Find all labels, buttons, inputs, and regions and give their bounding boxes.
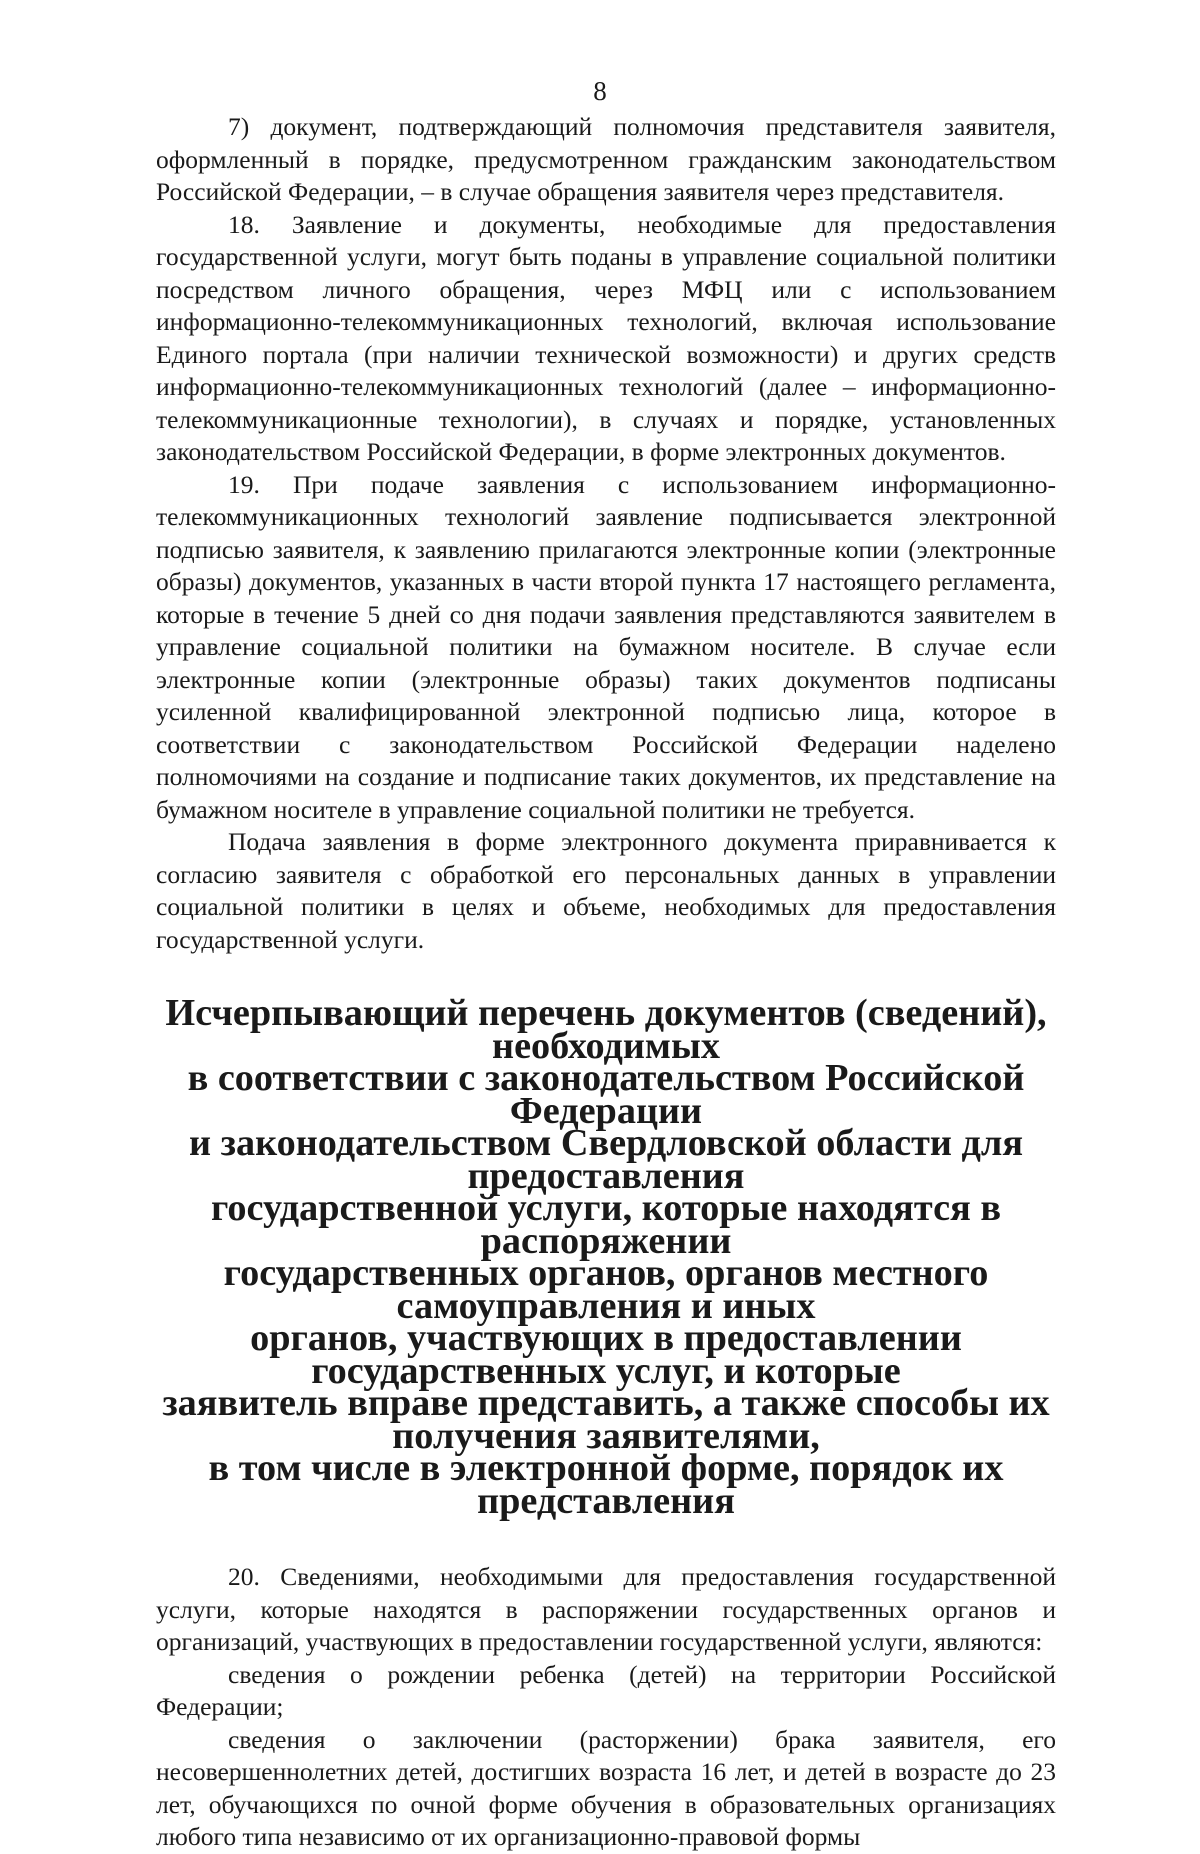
section-heading-line: в том числе в электронной форме, порядок их представления — [208, 1447, 1004, 1522]
section-heading-line: в соответствии с законодательством Российской Федерации — [187, 1057, 1025, 1132]
paragraph-birth-info: сведения о рождении ребенка (детей) на территории Российской Федерации; — [156, 1659, 1056, 1721]
paragraph-consent: Подача заявления в форме электронного документа приравнивается к согласию заявителя с обработкой его персональных данных в управлении социальной политики в целях и объеме, необходимых для предоставления государственной услуги. — [156, 827, 1056, 954]
section-heading — [156, 992, 1056, 1522]
paragraph-18: 18. Заявление и документы, необходимые для предоставления государственной услуги, могут быть поданы в управление социальной политики посредством личного обращения, через МФЦ или с использованием информационно-телекоммуникационных технологий, включая использование Единого портала (при наличии технической возможности) и других средств информационно-телекоммуникационных технологий (далее – информационно-телекоммуникационные технологии), в случаях и порядке, установленных законодательством Российской Федерации, в форме электронных документов. — [156, 209, 1056, 466]
section-heading-line: заявитель вправе представить, а также способы их получения заявителями, — [162, 1382, 1050, 1457]
paragraph-marriage-info: сведения о заключении (расторжении) брака заявителя, его несовершеннолетних детей, достигших возраста 16 лет, и детей в возрасте до 23 лет, обучающихся по очной форме обучения в образовательных организациях любого типа независимо от их организационно-правовой формы — [156, 1724, 1056, 1851]
page-number: 8 — [593, 76, 607, 106]
section-heading-line: государственной услуги, которые находятся в распоряжении — [210, 1187, 1001, 1262]
paragraph-item-7: 7) документ, подтверждающий полномочия представителя заявителя, оформленный в порядке, предусмотренном гражданским законодательством Российской Федерации, – в случае обращения заявителя через представителя. — [156, 112, 1056, 206]
section-heading-line: Исчерпывающий перечень документов (сведений), необходимых — [165, 992, 1047, 1067]
section-heading-line: государственных органов, органов местного самоуправления и иных — [223, 1252, 989, 1327]
paragraph-20: 20. Сведениями, необходимыми для предоставления государственной услуги, которые находятся в распоряжении государственных органов и организаций, участвующих в предоставлении государственной услуги, являются: — [156, 1562, 1056, 1656]
section-heading-line: и законодательством Свердловской области для предоставления — [188, 1122, 1024, 1197]
document-body — [156, 111, 1056, 1854]
section-heading-line: органов, участвующих в предоставлении государственных услуг, и которые — [250, 1317, 962, 1392]
paragraph-19: 19. При подаче заявления с использованием информационно-телекоммуникационных технологий заявление подписывается электронной подписью заявителя, к заявлению прилагаются электронные копии (электронные образы) документов, указанных в части второй пункта 17 настоящего регламента, которые в течение 5 дней со дня подачи заявления представляются заявителем в управление социальной политики на бумажном носителе. В случае если электронные копии (электронные образы) таких документов подписаны усиленной квалифицированной электронной подписью лица, которое в соответствии с законодательством Российской Федерации наделено полномочиями на создание и подписание таких документов, их представление на бумажном носителе в управление социальной политики не требуется. — [156, 469, 1056, 824]
spacer — [156, 956, 1056, 997]
spacer — [156, 1517, 1056, 1561]
